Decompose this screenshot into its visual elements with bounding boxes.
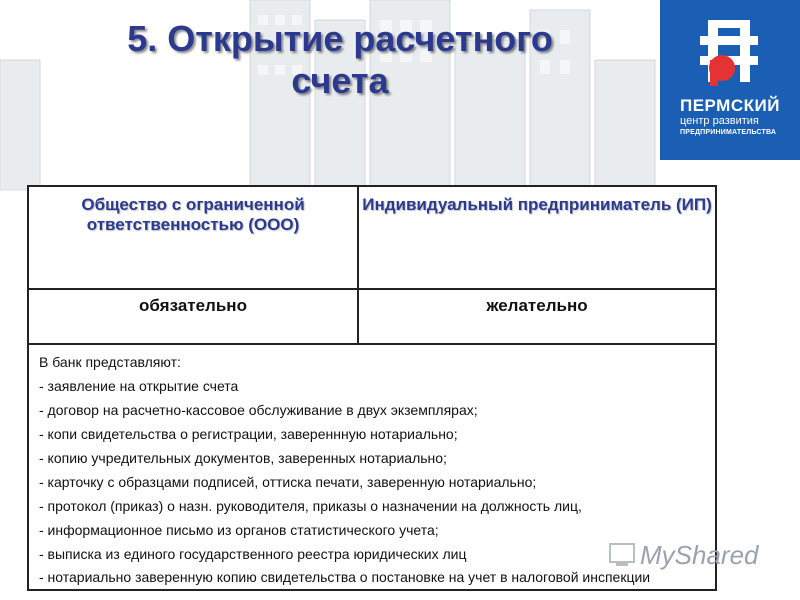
list-item: - копи свидетельства о регистрации, завереннную нотариально;	[39, 426, 458, 442]
comparison-table	[27, 185, 717, 591]
header-ooo: Общество с ограниченной ответственностью (ООО)	[28, 186, 358, 289]
document-list	[39, 377, 705, 585]
list-item: - нотариально заверенную копию свидетельства о постановке на учет в налоговой инспекции	[39, 569, 651, 585]
table-header-row	[28, 186, 716, 289]
table-value-row	[28, 289, 716, 344]
watermark-text: MyShared	[640, 540, 759, 570]
value-ip: желательно	[358, 289, 716, 344]
slide-title-line1: 5. Открытие расчетного	[127, 18, 553, 59]
document-list-intro: В банк представляют:	[39, 354, 181, 370]
slide-title	[40, 18, 640, 102]
list-item: - договор на расчетно-кассовое обслуживание в двух экземплярах;	[39, 402, 478, 418]
value-ooo: обязательно	[28, 289, 358, 344]
brand-subtitle-2: ПРЕДПРИНИМАТЕЛЬСТВА	[680, 129, 777, 136]
header-ip: Индивидуальный предприниматель (ИП)	[358, 186, 716, 289]
list-item: - копию учредительных документов, заверенных нотариально;	[39, 450, 447, 466]
list-item: - выписка из единого государственного реестра юридических лиц	[39, 546, 467, 562]
brand-panel	[660, 0, 800, 160]
brand-name: ПЕРМСКИЙ	[680, 96, 780, 115]
list-item: - заявление на открытие счета	[39, 378, 239, 394]
brand-logo-icon	[660, 0, 800, 95]
list-item: - протокол (приказ) о назн. руководителя, приказы о назначении на должность лиц,	[39, 498, 582, 514]
slide-title-line2: счета	[291, 60, 389, 101]
list-item: - карточку с образцами подписей, оттиска печати, заверенную нотариально;	[39, 474, 537, 490]
list-item: - информационное письмо из органов статистического учета;	[39, 522, 439, 538]
brand-subtitle: центр развития	[680, 115, 759, 127]
